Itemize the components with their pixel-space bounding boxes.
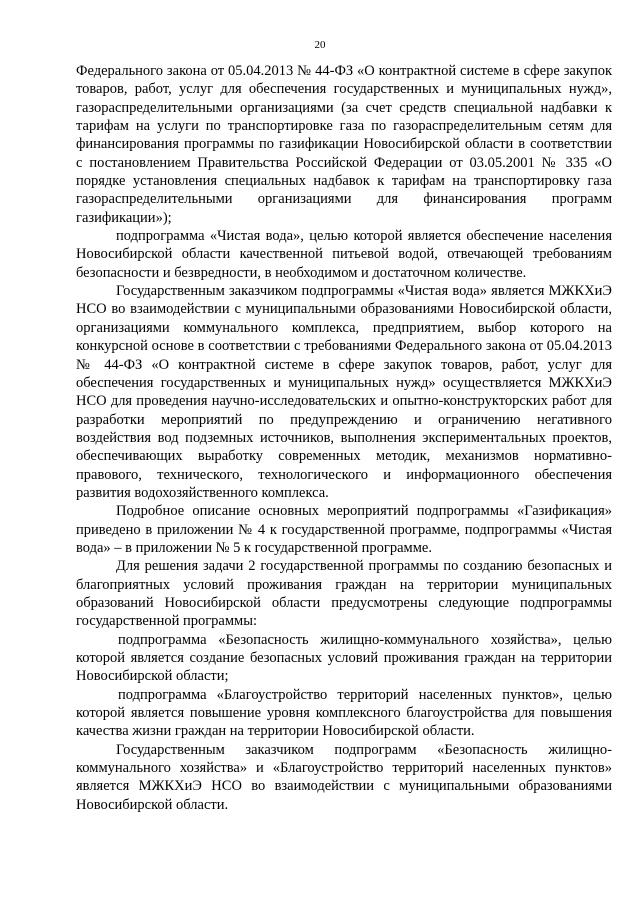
paragraph-clean-water-customer: Государственным заказчиком подпрограммы «Чистая вода» является МЖКХиЭ НСО во взаимодействии с муниципальными образованиями Новосибирской области, организациями коммунального комплекса, предприятием, выбор которого на конкурсной основе в соответствии с требованиями Федерального закона от 05.04.2013 № 44-ФЗ «О контрактной системе в сфере закупок товаров, работ, услуг для обеспечения государственных и муниципальных нужд» осуществляется МЖКХиЭ НСО для проведения научно-исследовательских и опытно-конструкторских работ для разработки мероприятий по предупреждению и ограничению негативного воздействия вод подземных источников, выполнения экспериментальных проектов, обеспечивающих выработку современных методик, механизмов нормативно-правового, технического, технологического и информационного обеспечения развития водохозяйственного комплекса.: [76, 283, 612, 501]
paragraph-law-continuation: Федерального закона от 05.04.2013 № 44-ФЗ «О контрактной системе в сфере закупок товаров, работ, услуг для обеспечения государственных и муниципальных нужд», газораспределительными организациями (за счет средств специальной надбавки к тарифам на услуги по транспортировке газа по газораспределительным сетям для финансирования программы по газификации Новосибирской области в соответствии с постановлением Правительства Российской Федерации от 03.05.2001 № 335 «О порядке установления специальных надбавок к тарифам на транспортировку газа газораспределительными организациями для финансирования программ газификации»);: [76, 63, 612, 226]
page-number: 20: [314, 39, 326, 51]
paragraph-task-2: Для решения задачи 2 государственной программы по созданию безопасных и благоприятных условий проживания граждан на территории муниципальных образований Новосибирской области предусмотрены следующие подпрограммы государственной программы:: [76, 558, 612, 630]
paragraph-housing-safety-subprogram: подпрограмма «Безопасность жилищно-коммунального хозяйства», целью которой является создание безопасных условий проживания граждан на территории Новосибирской области;: [76, 631, 612, 685]
paragraph-activities-description: Подробное описание основных мероприятий подпрограммы «Газификация» приведено в приложении № 4 к государственной программе, подпрограммы «Чистая вода» – в приложении № 5 к государственной программе.: [76, 503, 612, 556]
paragraph-landscaping-subprogram: подпрограмма «Благоустройство территорий населенных пунктов», целью которой является повышение уровня комплексного благоустройства для повышения качества жизни граждан на территории Новосибирской области.: [76, 686, 612, 740]
document-body: [76, 62, 612, 814]
paragraph-task-2-customer: Государственным заказчиком подпрограмм «Безопасность жилищно-коммунального хозяйства» и «Благоустройство территорий населенных пунктов» является МЖКХиЭ НСО во взаимодействии с муниципальными образованиями Новосибирской области.: [76, 741, 612, 813]
paragraph-clean-water-subprogram: подпрограмма «Чистая вода», целью которой является обеспечение населения Новосибирской области качественной питьевой водой, отвечающей требованиям безопасности и безвредности, в необходимом и достаточном количестве.: [76, 228, 612, 281]
